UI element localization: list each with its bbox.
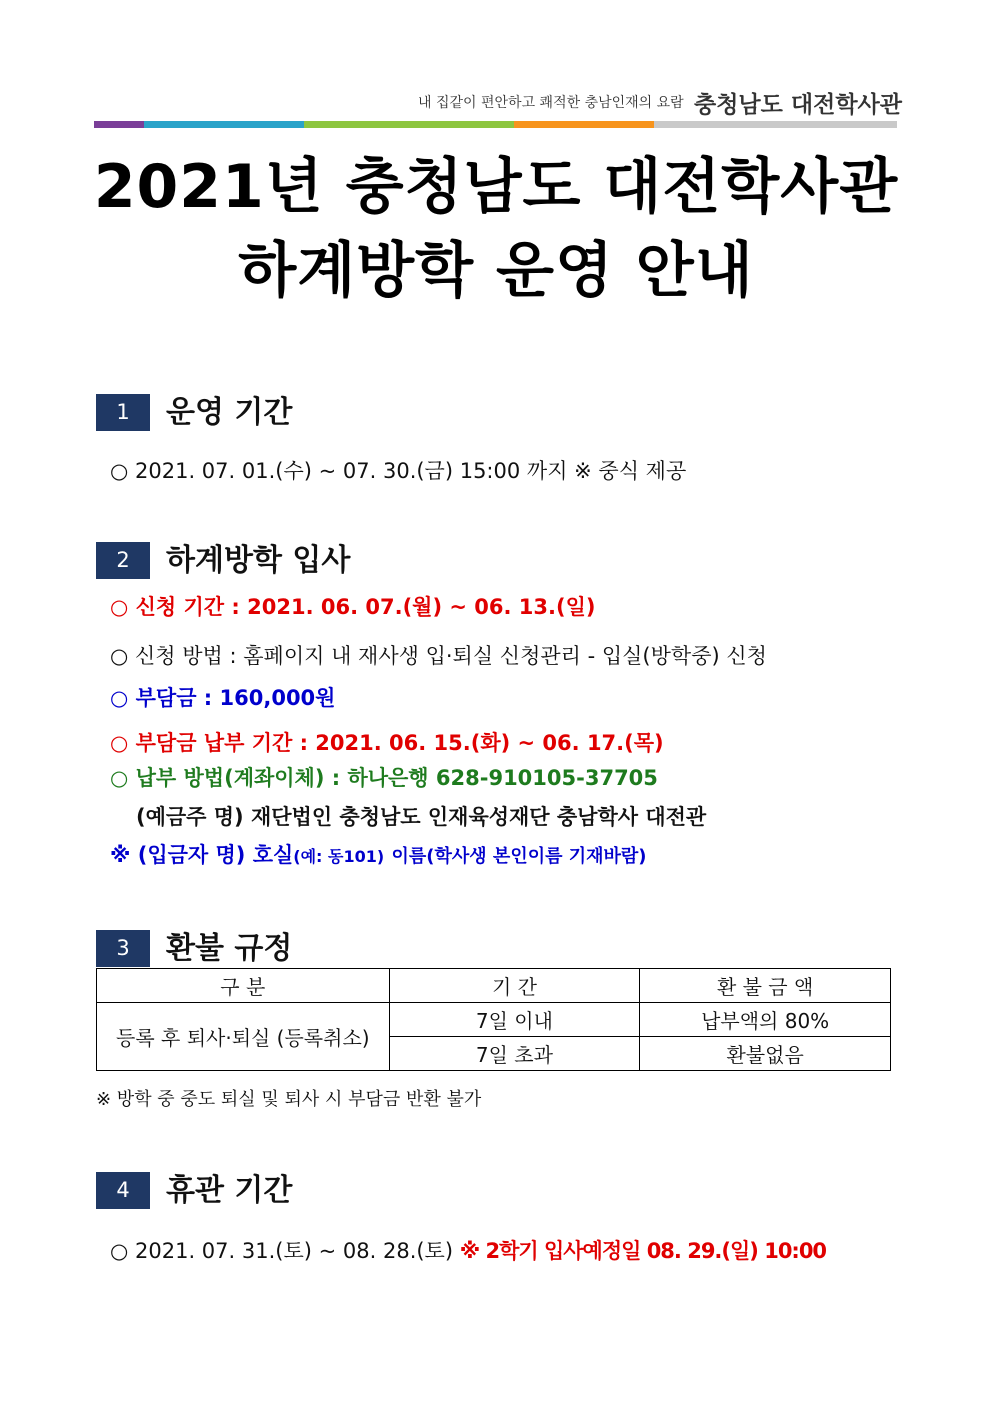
list-item-apply-method: ○ 신청 방법 : 홈페이지 내 재사생 입·퇴실 신청관리 - 입실(방학중) 신청 <box>110 644 767 668</box>
table-header-cell: 구 분 <box>97 969 390 1003</box>
list-item-payment-period: ○ 부담금 납부 기간 : 2021. 06. 15.(화) ~ 06. 17.(목) <box>110 731 664 755</box>
table-cell: 환불없음 <box>640 1037 891 1071</box>
depositor-note: ※ (입금자 명) 호실(예: 동101) 이름(학사생 본인이름 기재바람) <box>110 843 647 867</box>
table-cell: 납부액의 80% <box>640 1003 891 1037</box>
section-title: 휴관 기간 <box>166 1173 293 1208</box>
section-number: 3 <box>96 930 150 967</box>
bullet: ○ <box>110 459 129 483</box>
table-cell: 7일 초과 <box>389 1037 640 1071</box>
list-item-payment-method: ○ 납부 방법(계좌이체) : 하나은행 628-910105-37705 <box>110 766 658 790</box>
section-number: 4 <box>96 1172 150 1209</box>
section-number: 2 <box>96 542 150 579</box>
table-header-cell: 기 간 <box>389 969 640 1003</box>
table-header-cell: 환 불 금 액 <box>640 969 891 1003</box>
section-number: 1 <box>96 394 150 431</box>
page-title-line-1: 2021년 충청남도 대전학사관 <box>93 152 899 222</box>
section-title: 환불 규정 <box>166 931 293 966</box>
refund-note: ※ 방학 중 중도 퇴실 및 퇴사 시 부담금 반환 불가 <box>96 1089 482 1110</box>
header-color-bar <box>94 121 897 128</box>
table-cell: 7일 이내 <box>389 1003 640 1037</box>
table-row-label: 등록 후 퇴사·퇴실 (등록취소) <box>97 1003 390 1071</box>
account-holder: (예금주 명) 재단법인 충청남도 인재육성재단 충남학사 대전관 <box>136 805 707 829</box>
section-title: 하계방학 입사 <box>166 543 351 578</box>
list-item-apply-period: ○ 신청 기간 : 2021. 06. 07.(월) ~ 06. 13.(일) <box>110 595 596 619</box>
table-header-row <box>97 969 891 1003</box>
page-title-line-2: 하계방학 운영 안내 <box>238 236 754 306</box>
section-title: 운영 기간 <box>166 395 293 430</box>
list-item-closure: ○ 2021. 07. 31.(토) ~ 08. 28.(토) ※ 2학기 입사예정일 08. 29.(일) 10:00 <box>110 1239 827 1263</box>
refund-table <box>96 968 891 1071</box>
list-item: ○ 2021. 07. 01.(수) ~ 07. 30.(금) 15:00 까지 ※ 중식 제공 <box>110 459 687 483</box>
list-item-fee: ○ 부담금 : 160,000원 <box>110 686 336 710</box>
header-org-name: 충청남도 대전학사관 <box>694 92 902 118</box>
table-row <box>97 1003 891 1037</box>
semester-notice: ※ 2학기 입사예정일 08. 29.(일) 10:00 <box>459 1239 827 1263</box>
header-slogan: 내 집같이 편안하고 쾌적한 충남인재의 요람 <box>418 95 684 111</box>
